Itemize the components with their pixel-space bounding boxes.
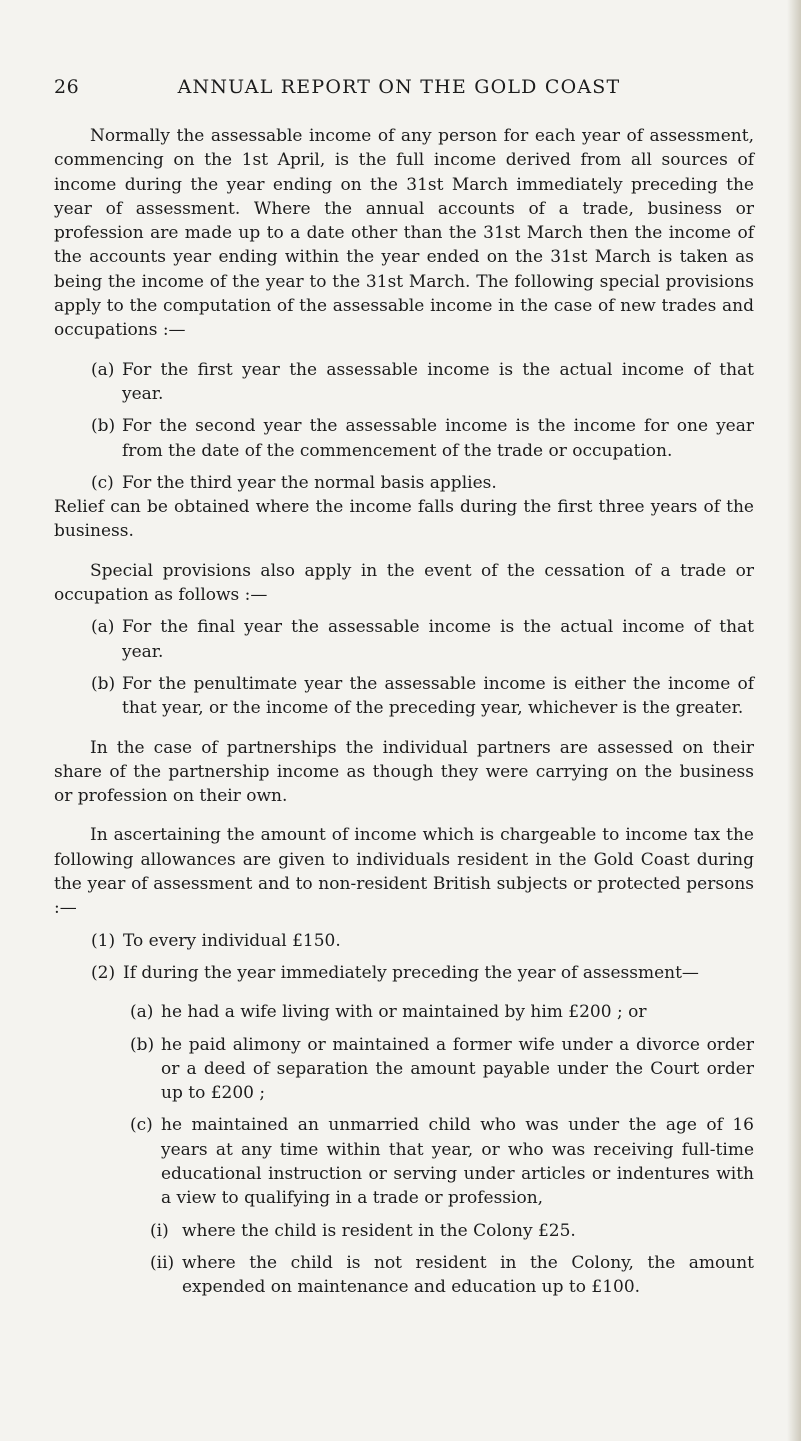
list-item-text: To every individual £150.	[123, 930, 341, 951]
paragraph-relief: Relief can be obtained where the income falls during the first three years of the business.	[54, 497, 754, 542]
list-item	[54, 1033, 754, 1106]
list-item	[54, 1219, 754, 1243]
list-item-label: (c)	[91, 472, 114, 493]
list-item-label: (1)	[91, 930, 116, 951]
list-item-label: (ii)	[150, 1252, 175, 1273]
list-item-text: where the child is not resident in the Colony, the amount expended on maintenance and education up to £100.	[182, 1252, 754, 1298]
list-item-label: (i)	[150, 1220, 169, 1241]
page-header	[54, 76, 744, 106]
list-item-label: (c)	[130, 1115, 153, 1136]
list-item-label: (2)	[91, 962, 116, 983]
list-item-text: he paid alimony or maintained a former wife under a divorce order or a deed of separation the amount payable under the Court order up to £200 ;	[161, 1034, 754, 1104]
list-item-text: For the final year the assessable income is the actual income of that year.	[122, 617, 754, 662]
list-item-text: For the third year the normal basis applies.	[122, 472, 497, 493]
list-item	[54, 358, 754, 407]
list-item-label: (b)	[91, 416, 116, 437]
list-item	[54, 672, 754, 721]
list-item-label: (b)	[91, 673, 116, 694]
paragraph-cessation: Special provisions also apply in the event of the cessation of a trade or occupation as follows :—	[54, 560, 754, 606]
list-item-label: (b)	[130, 1034, 155, 1055]
list-item	[54, 1251, 754, 1300]
paragraph-partnerships: In the case of partnerships the individual partners are assessed on their share of the partnership income as though they were carrying on the business or profession on their own.	[54, 737, 754, 807]
list-item-label: (a)	[130, 1002, 154, 1023]
list-item-text: he maintained an unmarried child who was under the age of 16 years at any time within that year, or who was receiving full-time educational instruction or serving under articles or indentures with a view to qualifying in a trade or profession,	[161, 1115, 754, 1209]
list-item	[54, 1113, 754, 1210]
list-item-text: For the penultimate year the assessable income is either the income of that year, or the income of the preceding year, whichever is the greater.	[122, 673, 754, 719]
list-item	[54, 961, 754, 985]
paragraph-assessable-income: Normally the assessable income of any person for each year of assessment, commencing on the 1st April, is the full income derived from all sources of income during the year ending on the 31st March immediately preceding the year of assessment. Where the annual accounts of a trade, business or profession are made up to a date other than the 31st March then the income of the accounts year ending within the year ended on the 31st March is taken as being the income of the year to the 31st March. The following special provisions apply to the computation of the assessable income in the case of new trades and occupations :—	[54, 126, 754, 341]
page-edge-shadow	[787, 0, 801, 1441]
list-item	[54, 1000, 754, 1024]
running-title: ANNUAL REPORT ON THE GOLD COAST	[177, 76, 621, 98]
paragraph-allowances: In ascertaining the amount of income which is chargeable to income tax the following allowances are given to individuals resident in the Gold Coast during the year of assessment and to non-resident British subjects or protected persons :—	[54, 825, 754, 919]
list-item-label: (a)	[91, 617, 115, 638]
list-item-text: For the second year the assessable income is the income for one year from the date of the commencement of the trade or occupation.	[122, 416, 754, 461]
list-item-text: he had a wife living with or maintained by him £200 ; or	[161, 1002, 647, 1023]
page-body	[54, 124, 754, 1299]
list-item	[54, 471, 754, 495]
list-item	[54, 615, 754, 664]
list-item	[54, 929, 754, 953]
list-item	[54, 414, 754, 463]
page-number: 26	[54, 76, 80, 98]
list-item-text: If during the year immediately preceding the year of assessment—	[123, 962, 699, 983]
list-item-text: For the first year the assessable income is the actual income of that year.	[122, 359, 754, 404]
list-item-label: (a)	[91, 359, 115, 380]
list-item-text: where the child is resident in the Colony £25.	[182, 1220, 576, 1241]
